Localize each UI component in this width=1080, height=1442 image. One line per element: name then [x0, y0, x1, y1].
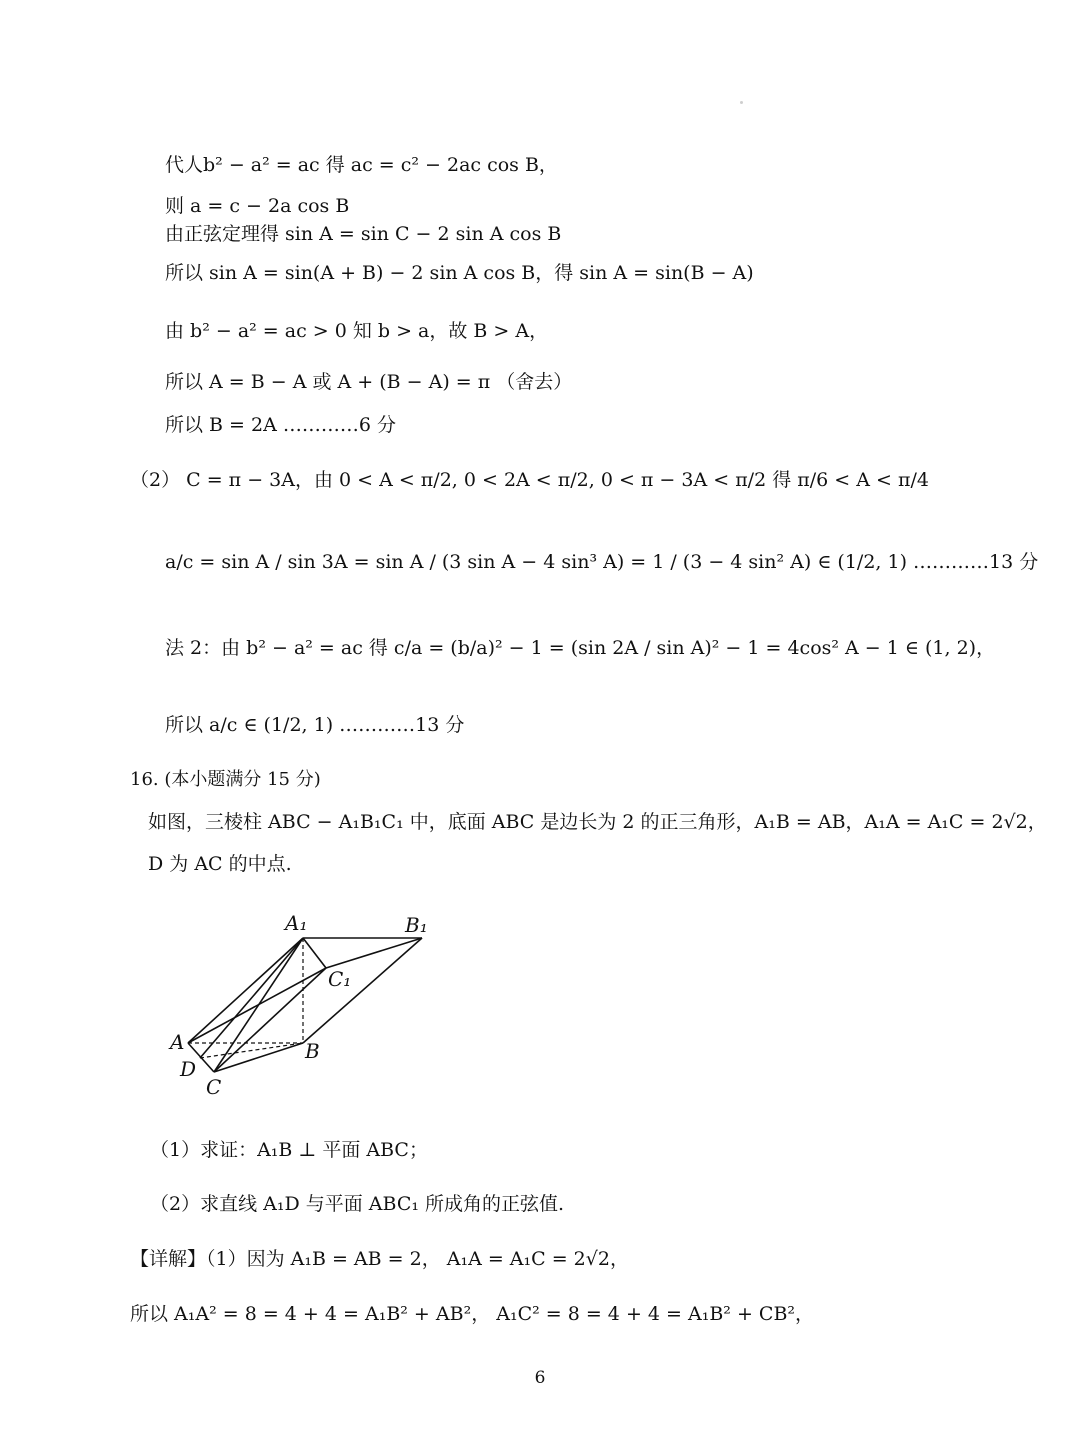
detailed-solution-line-2: 所以 A₁A² = 8 = 4 + 4 = A₁B² + AB²， A₁C² = 8 = 4 + 4 = A₁B² + CB²， [130, 1303, 815, 1325]
question-2: （2）求直线 A₁D 与平面 ABC₁ 所成角的正弦值. [150, 1193, 565, 1215]
label-D: D [180, 1057, 197, 1081]
problem-16-statement: 如图，三棱柱 ABC − A₁B₁C₁ 中，底面 ABC 是边长为 2 的正三角形，A₁B = AB，A₁A = A₁C = 2√2， [148, 811, 1047, 833]
label-C: C [206, 1075, 222, 1099]
solution-line-8-part2: （2） C = π − 3A，由 0 < A < π/2, 0 < 2A < π/2, 0 < π − 3A < π/2 得 π/6 < A < π/4 [130, 469, 929, 491]
label-C1: C₁ [328, 967, 352, 991]
solution-line-10-method2: 法 2：由 b² − a² = ac 得 c/a = (b/a)² − 1 = (sin 2A / sin A)² − 1 = 4cos² A − 1 ∈ (1, 2)， [165, 637, 996, 659]
scan-speck [740, 101, 743, 104]
label-A: A [170, 1030, 185, 1054]
label-B1: B₁ [405, 913, 428, 937]
edge-C1B1 [326, 938, 422, 968]
prism-figure [160, 900, 460, 1100]
page-number: 6 [534, 1368, 546, 1388]
problem-16-statement-2: D 为 AC 的中点. [148, 853, 292, 875]
solution-line-5: 由 b² − a² = ac > 0 知 b > a，故 B > A， [165, 320, 549, 342]
problem-16-header: 16. (本小题满分 15 分) [130, 769, 321, 790]
solution-line-11-conclusion: 所以 a/c ∈ (1/2, 1) …………13 分 [165, 714, 465, 736]
detailed-solution-line-1: 【详解】（1）因为 A₁B = AB = 2， A₁A = A₁C = 2√2， [130, 1248, 629, 1270]
edge-B1B [303, 938, 422, 1043]
prism-hidden-edges [188, 938, 303, 1058]
question-1: （1）求证：A₁B ⊥ 平面 ABC； [150, 1139, 428, 1161]
edge-DB-hidden [200, 1043, 303, 1058]
solution-line-4: 所以 sin A = sin(A + B) − 2 sin A cos B，得 sin A = sin(B − A) [165, 262, 754, 284]
edge-A1C1 [303, 938, 326, 968]
solution-line-3: 由正弦定理得 sin A = sin C − 2 sin A cos B [165, 223, 562, 245]
label-B: B [305, 1039, 320, 1063]
solution-line-9-ratio: a/c = sin A / sin 3A = sin A / (3 sin A − 4 sin³ A) = 1 / (3 − 4 sin² A) ∈ (1/2, 1) …………13 分 [165, 551, 1039, 573]
edge-A1D [200, 938, 303, 1058]
solution-line-6: 所以 A = B − A 或 A + (B − A) = π （舍去） [165, 371, 573, 393]
edge-CB [214, 1043, 303, 1072]
label-A1: A₁ [285, 911, 308, 935]
solution-line-1: 代人b² − a² = ac 得 ac = c² − 2ac cos B， [165, 154, 558, 176]
solution-line-7: 所以 B = 2A …………6 分 [165, 414, 396, 436]
solution-line-2: 则 a = c − 2a cos B [165, 195, 350, 217]
